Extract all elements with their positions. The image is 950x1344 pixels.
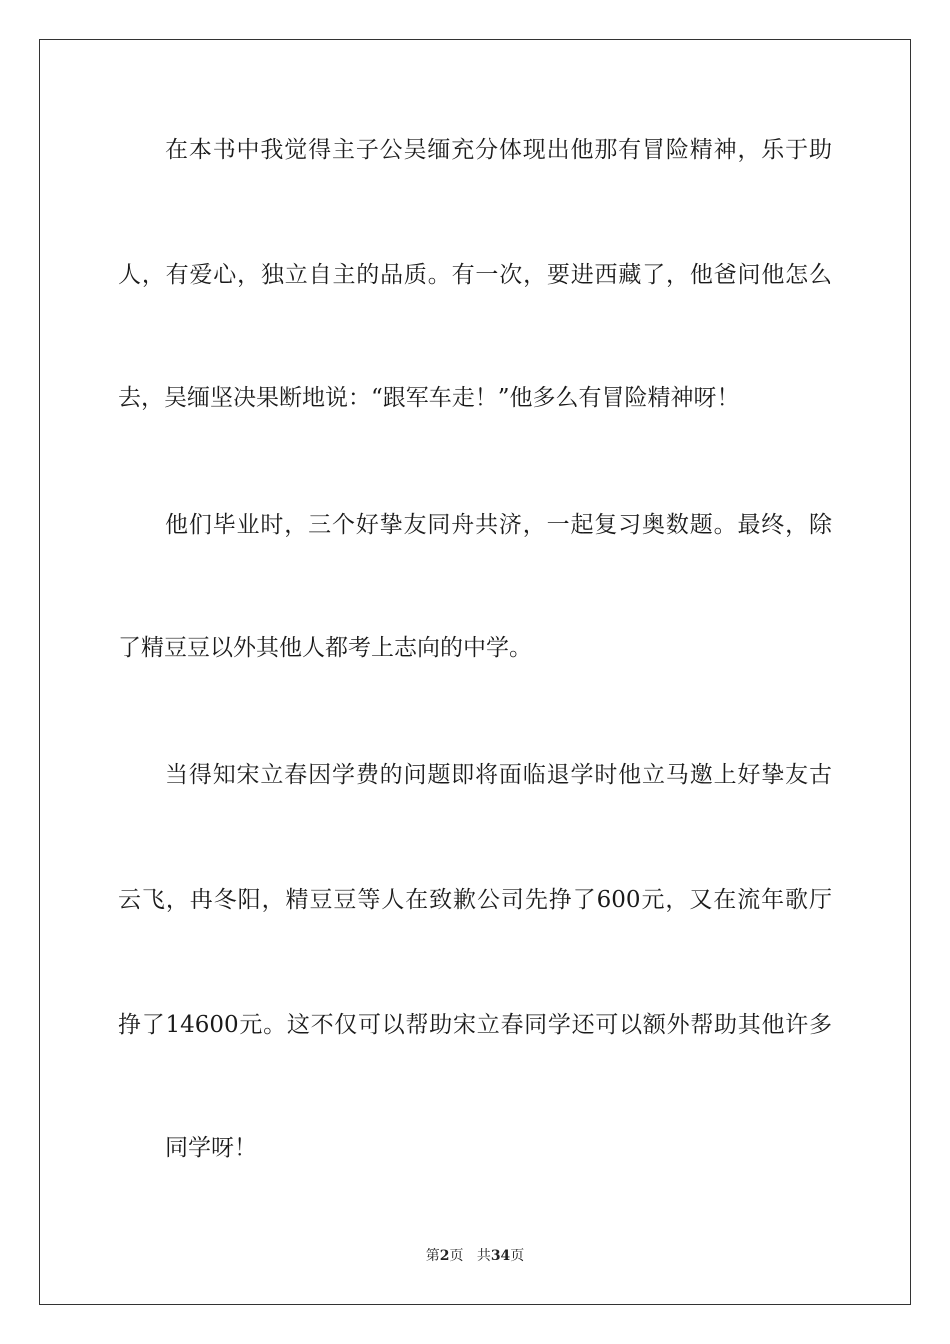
- paragraph-1-line-3: 去，吴缅坚决果断地说：“跟军车走！”他多么有冒险精神呀！: [118, 385, 740, 411]
- footer-page-current: 2: [439, 1248, 450, 1264]
- paragraph-3-line-4: 同学呀！: [165, 1135, 257, 1161]
- paragraph-2-line-2: 了精豆豆以外其他人都考上志向的中学。: [118, 635, 532, 661]
- paragraph-3-line-1: 当得知宋立春因学费的问题即将面临退学时他立马邀上好挚友古: [165, 762, 832, 788]
- footer-page-suffix: 页: [449, 1248, 464, 1264]
- paragraph-3-line-3: 挣了14600元。这不仅可以帮助宋立春同学还可以额外帮助其他许多: [118, 1012, 832, 1038]
- paragraph-2-line-1: 他们毕业时，三个好挚友同舟共济，一起复习奥数题。最终，除: [165, 512, 832, 538]
- footer-total-prefix: 共: [476, 1248, 491, 1264]
- page-border: [39, 39, 911, 1305]
- footer-page-prefix: 第: [425, 1248, 440, 1264]
- footer-page-total: 34: [490, 1248, 511, 1264]
- page-footer: [0, 1246, 950, 1266]
- paragraph-3-line-2: 云飞，冉冬阳，精豆豆等人在致歉公司先挣了600元，又在流年歌厅: [118, 887, 832, 913]
- footer-total-suffix: 页: [510, 1248, 525, 1264]
- paragraph-1-line-1: 在本书中我觉得主子公吴缅充分体现出他那有冒险精神，乐于助: [165, 137, 832, 163]
- paragraph-1-line-2: 人，有爱心，独立自主的品质。有一次，要进西藏了，他爸问他怎么: [118, 262, 832, 288]
